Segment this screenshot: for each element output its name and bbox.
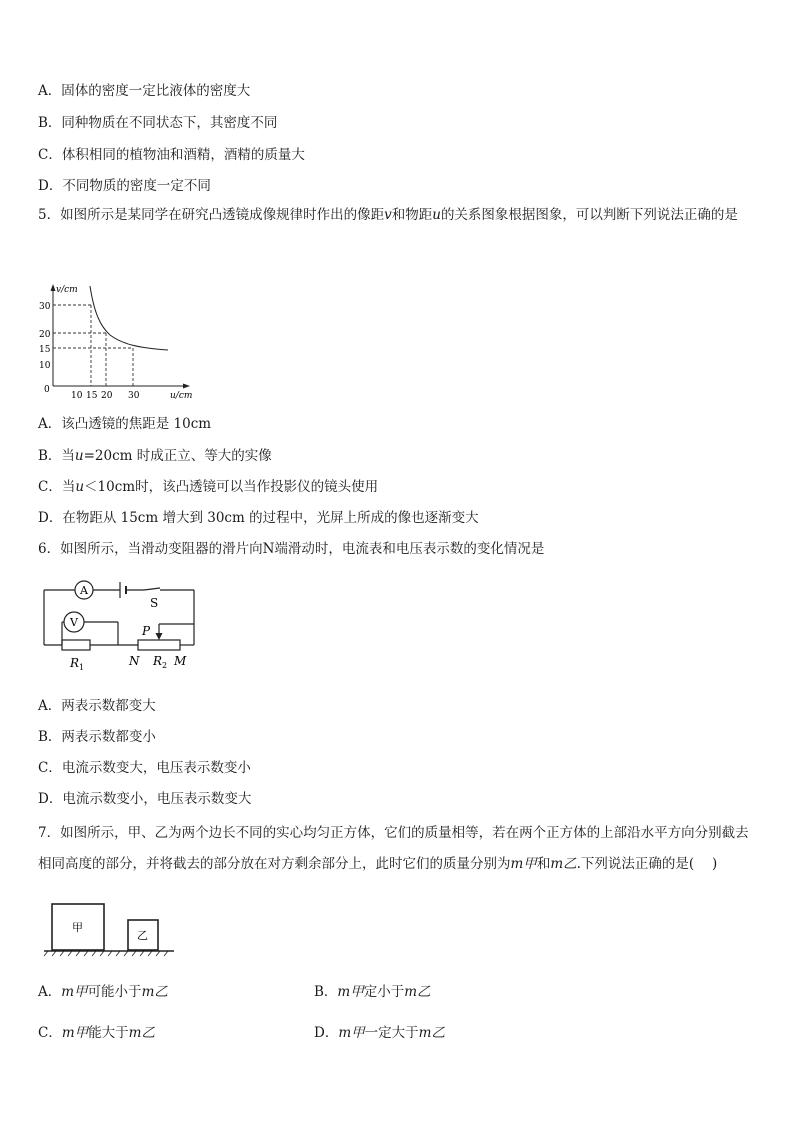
q6-option-a: A．两表示数都变大 xyxy=(38,698,156,714)
q6-option-d: D．电流示数变小，电压表示数变大 xyxy=(38,791,252,807)
r1-label: R xyxy=(70,656,80,670)
node-n-label: N xyxy=(129,654,140,668)
q5-stem: 5．如图所示是某同学在研究凸透镜成像规律时作出的像距v和物距u的关系图象根据图象，可以判断下列说法正确的是 xyxy=(38,207,738,223)
curve-line xyxy=(90,286,168,350)
x-tick-15: 15 xyxy=(86,391,98,401)
q7-stem: 7．如图所示，甲、乙为两个边长不同的实心均匀正方体，它们的质量相等，若在两个正方体的上部沿水平方向分别截去相同高度的部分，并将截去的部分放在对方剩余部分上，此时它们的质量分别为m甲和m乙.下列说法正确的是( ) xyxy=(38,825,749,872)
x-tick-30: 30 xyxy=(128,391,140,401)
cube-yi-label: 乙 xyxy=(137,929,148,942)
y-tick-20: 20 xyxy=(39,330,51,340)
m2-symbol: m乙 xyxy=(550,856,577,872)
x-tick-10: 10 xyxy=(71,391,83,401)
q7-cubes-figure xyxy=(40,896,180,960)
node-m-label: M xyxy=(174,654,187,668)
q4-option-b: B．同种物质在不同状态下，其密度不同 xyxy=(38,115,278,131)
x-tick-20: 20 xyxy=(101,391,113,401)
q4-option-a: A．固体的密度一定比液体的密度大 xyxy=(38,83,251,99)
y-tick-10: 10 xyxy=(39,361,51,371)
q5-option-c: C．当u＜10cm时，该凸透镜可以当作投影仪的镜头使用 xyxy=(38,479,379,495)
y-tick-30: 30 xyxy=(39,302,51,312)
switch-label: S xyxy=(150,596,159,610)
r2-subscript: 2 xyxy=(162,661,168,670)
y-tick-15: 15 xyxy=(39,345,51,355)
q6-stem: 6．如图所示，当滑动变阻器的滑片向N端滑动时，电流表和电压表示数的变化情况是 xyxy=(38,541,545,557)
graph-x-label: u/cm xyxy=(170,391,193,401)
q7-option-b: B．m甲定小于m乙 xyxy=(314,984,431,1000)
cube-jia-label: 甲 xyxy=(72,921,83,934)
q7-option-d: D．m甲一定大于m乙 xyxy=(314,1025,445,1041)
q5-option-d: D．在物距从 15cm 增大到 30cm 的过程中，光屏上所成的像也逐渐变大 xyxy=(38,510,479,526)
voltmeter-label: V xyxy=(70,616,78,629)
m1-symbol: m甲 xyxy=(510,856,537,872)
q7-option-c: C．m甲能大于m乙 xyxy=(38,1025,155,1041)
graph-y-label: v/cm xyxy=(56,285,78,295)
q6-option-b: B．两表示数都变小 xyxy=(38,729,156,745)
q5-option-b: B．当u=20cm 时成正立、等大的实像 xyxy=(38,448,272,464)
q6-option-c: C．电流示数变大，电压表示数变小 xyxy=(38,760,251,776)
r1-subscript: 1 xyxy=(79,663,85,672)
slider-label: P xyxy=(142,624,151,638)
q4-option-d: D．不同物质的密度一定不同 xyxy=(38,178,211,194)
q6-circuit xyxy=(34,572,204,674)
ammeter-label: A xyxy=(80,584,88,597)
q5-graph xyxy=(34,282,200,402)
q5-option-a: A．该凸透镜的焦距是 10cm xyxy=(38,416,212,432)
r2-label: R xyxy=(153,654,163,668)
y-tick-0: 0 xyxy=(44,385,50,395)
q7-option-a: A．m甲可能小于m乙 xyxy=(38,984,168,1000)
q4-option-c: C．体积相同的植物油和酒精，酒精的质量大 xyxy=(38,147,305,163)
